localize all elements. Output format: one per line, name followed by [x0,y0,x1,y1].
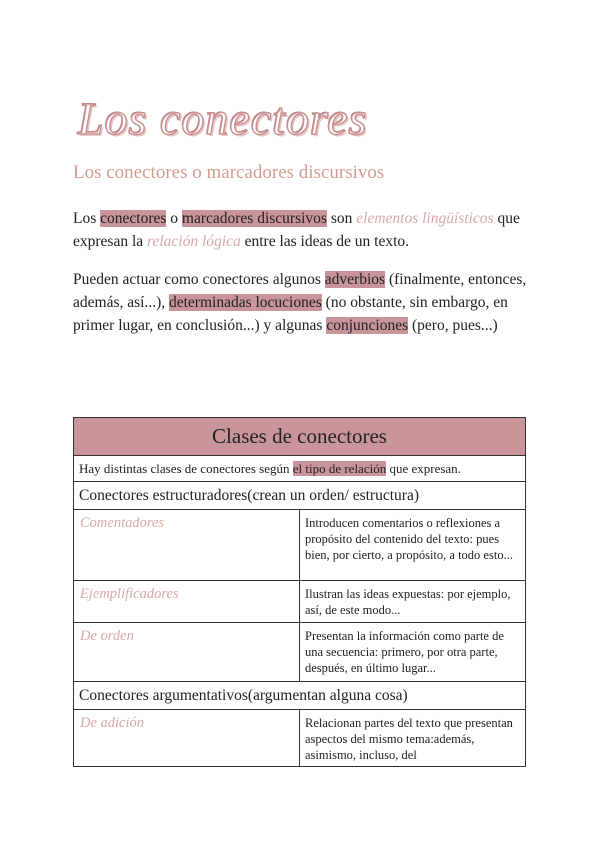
connector-description: Relacionan partes del texto que presentan aspectos del mismo tema:además, asimismo, incluso, del [305,716,513,762]
italic-elementos: elementos lingüísticos [356,210,494,227]
section-argumentativos: Conectores argumentativos(argumentan alguna cosa) [74,682,525,710]
section-estructuradores: Conectores estructuradores(crean un orden/ estructura) [74,482,525,510]
highlight-locuciones: determinadas locuciones [168,294,322,311]
connector-description: Ilustran las ideas expuestas: por ejemplo, así, de este modo... [305,587,511,617]
types-paragraph [73,268,533,337]
connectors-table [73,417,526,767]
highlight-adverbios: adverbios [324,271,386,288]
table-header: Clases de conectores [74,418,525,456]
page-subtitle: Los conectores o marcadores discursivos [73,162,385,183]
table-intro-row [74,456,525,482]
highlight-tipo-relacion: el tipo de relación [292,461,387,476]
table-row [74,510,525,581]
page-title: Los conectores [78,93,368,144]
highlight-conjunciones: conjunciones [326,317,409,334]
text-segment: que expresan la [73,210,520,250]
text-segment: Los [73,210,101,227]
connector-type: Ejemplificadores [74,581,300,622]
text-segment: o [166,210,182,227]
text-segment: son [326,210,357,227]
highlight-conectores: conectores [100,210,167,227]
text-segment: (finalmente, entonces, además, así...), [73,271,527,311]
connector-type: De adición [74,710,300,766]
connector-description: Presentan la información como parte de una secuencia: primero, por otra parte, después, en último lugar... [305,629,504,675]
italic-relacion: relación lógica [147,233,241,250]
text-segment: Hay distintas clases de conectores según [79,461,293,476]
text-segment: (no obstante, sin embargo, en primer lugar, en conclusión...) y algunas [73,294,508,334]
highlight-marcadores: marcadores discursivos [181,210,327,227]
text-segment: entre las ideas de un texto. [240,233,410,250]
connector-type: De orden [74,623,300,681]
table-row [74,710,525,766]
text-segment: (pero, pues...) [408,317,498,334]
connector-description: Introducen comentarios o reflexiones a propósito del contenido del texto: pues bien, por cierto, a propósito, a todo esto... [305,516,513,562]
text-segment: Pueden actuar como conectores algunos [73,271,325,288]
intro-paragraph [73,207,533,253]
connector-type: Comentadores [74,510,300,580]
text-segment: que expresan. [386,461,461,476]
table-row [74,623,525,682]
table-row [74,581,525,623]
